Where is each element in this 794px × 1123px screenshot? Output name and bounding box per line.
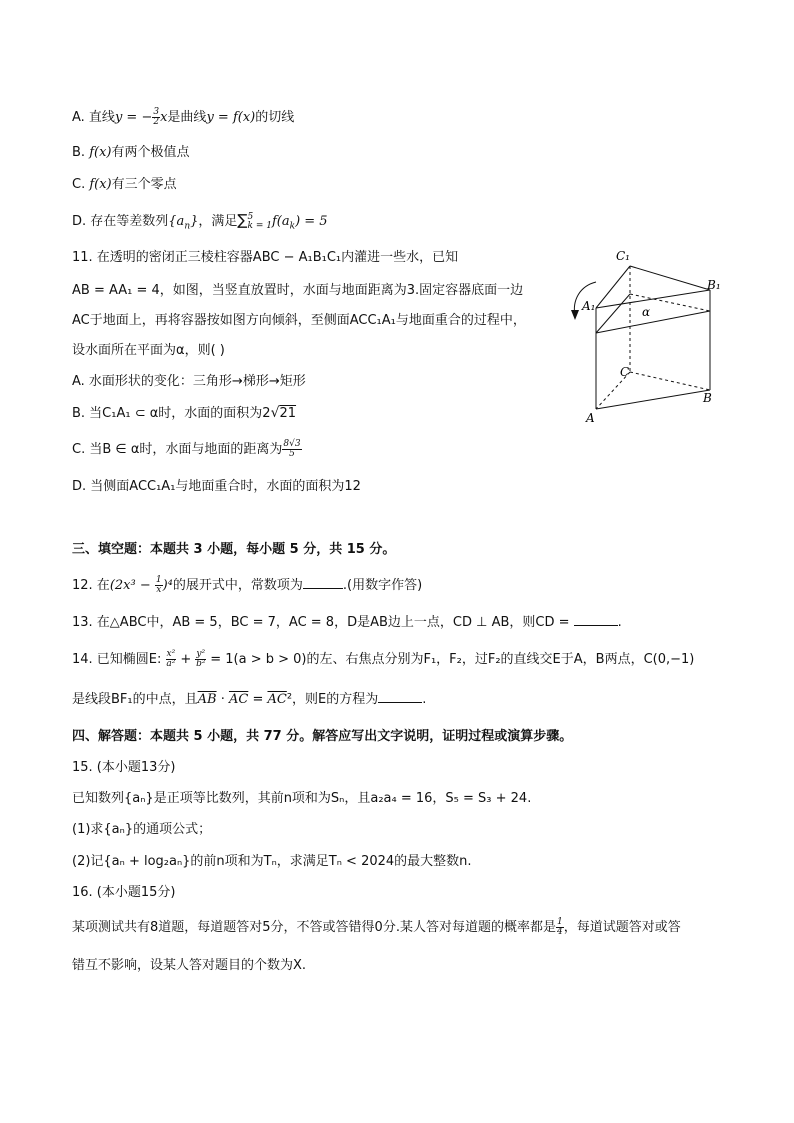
q10-option-d-mid: ，满足 xyxy=(198,214,238,229)
q10-option-d-eq: ) = 5 xyxy=(295,214,328,229)
label-alpha: α xyxy=(642,305,651,319)
q14-plus: + xyxy=(176,652,196,667)
q11-line-4-text: 设水面所在平面为α，则( ) xyxy=(72,343,225,358)
q10-option-b-text: 有两个极值点 xyxy=(111,145,190,160)
q13 xyxy=(72,613,622,633)
q10-option-c xyxy=(72,175,177,195)
q10-option-a-func: y = f(x) xyxy=(206,110,256,125)
summation-sign: ∑ xyxy=(237,211,248,229)
fraction-numerator: 1 xyxy=(155,575,162,585)
q14-tail: . xyxy=(422,692,427,707)
q10-option-d-brace: } xyxy=(190,214,199,229)
fraction-denominator: 2 xyxy=(153,117,160,127)
sqrt-sign: √ xyxy=(270,405,280,421)
fraction-denominator: a² xyxy=(166,659,176,669)
q15-part-1-text: (1)求{aₙ}的通项公式； xyxy=(72,822,212,837)
q16-stem-prefix: 某项测试共有8道题，每道题答对5分，不答或答错得0分.某人答对每道题的概率都是 xyxy=(72,920,556,935)
fraction-denominator: b² xyxy=(196,659,206,669)
q16-stem-line-1 xyxy=(72,918,681,938)
q11-line-4 xyxy=(72,341,225,361)
q12-expr-end: )⁴ xyxy=(162,578,173,593)
q16-stem-line-2-text: 错互不影响，设某人答对题目的个数为X. xyxy=(72,958,307,973)
arrow-head-icon xyxy=(571,310,579,320)
q10-option-d-label: D. 存在等差数列 xyxy=(72,214,169,229)
q12-text: 的展开式中，常数项为 xyxy=(172,578,303,593)
q14-text: = 1(a > b > 0)的左、右焦点分别为F₁，F₂，过F₂的直线交E于A，B两点，C(0,−1) xyxy=(206,652,695,667)
section-4-heading xyxy=(72,727,572,747)
q10-option-b-label: B. xyxy=(72,145,90,160)
summation-lower: k = 1 xyxy=(247,220,272,231)
q15-part-2 xyxy=(72,852,472,872)
prism-figure xyxy=(566,244,726,429)
section-3-heading xyxy=(72,540,395,560)
fraction-denominator: x xyxy=(156,585,162,595)
vector-ab: $\overline{AB}$ xyxy=(197,692,217,707)
q14-line-2 xyxy=(72,690,426,710)
q10-option-d-sub: n xyxy=(184,221,191,232)
label-b: B xyxy=(703,391,712,405)
q10-option-d-func: f(a xyxy=(271,214,290,229)
answer-blank xyxy=(378,690,422,703)
q13-tail: . xyxy=(617,615,622,630)
q10-option-d-sub2: k xyxy=(289,221,296,232)
q11-line-1 xyxy=(72,248,458,268)
q16-fraction xyxy=(556,918,564,937)
q11-option-c-fraction xyxy=(282,440,301,459)
answer-blank xyxy=(303,576,343,589)
q12-fraction xyxy=(155,576,163,595)
section-4-heading-text: 四、解答题：本题共 5 小题，共 77 分。解答应写出文字说明，证明过程或演算步骤。 xyxy=(72,729,573,744)
fraction-numerator: 1 xyxy=(556,917,563,927)
q11-line-2-text: AB = AA₁ = 4，如图，当竖直放置时，水面与地面距离为3.固定容器底面一边 xyxy=(72,283,524,298)
q11-option-b xyxy=(72,403,296,424)
q10-option-a-mid: 是曲线 xyxy=(167,110,207,125)
summation-limits xyxy=(248,213,272,231)
q12-expr: (2x³ − xyxy=(109,578,155,593)
dot-operator: · xyxy=(216,692,229,707)
q15-title xyxy=(72,758,176,778)
q11-option-d xyxy=(72,477,361,497)
q10-option-c-math: f(x) xyxy=(89,177,112,192)
q10-option-a xyxy=(72,108,294,128)
q10-option-a-var: x xyxy=(160,110,168,125)
q11-option-a-text: A. 水面形状的变化：三角形→梯形→矩形 xyxy=(72,374,306,389)
q15-title-text: 15. (本小题13分) xyxy=(72,760,176,775)
q12 xyxy=(72,576,422,596)
square-exponent: ² xyxy=(286,692,293,707)
label-b1: B₁ xyxy=(707,278,721,292)
q10-option-c-text: 有三个零点 xyxy=(111,177,177,192)
q14-fraction-x xyxy=(166,650,177,669)
q16-stem-suffix: ，每道试题答对或答 xyxy=(563,920,681,935)
q15-stem-text: 已知数列{aₙ}是正项等比数列，其前n项和为Sₙ，且a₂a₄ = 16，S₅ = S₃ + 24. xyxy=(72,791,532,806)
edge-c-b xyxy=(630,372,710,390)
q16-title-text: 16. (本小题15分) xyxy=(72,885,176,900)
label-a1: A₁ xyxy=(582,299,596,313)
fraction-numerator: 3 xyxy=(153,107,160,117)
q15-part-2-text: (2)记{aₙ + log₂aₙ}的前n项和为Tₙ，求满足Tₙ < 2024的最大整数n. xyxy=(72,854,472,869)
q10-option-a-label: A. 直线 xyxy=(72,110,115,125)
edge-a-b xyxy=(596,390,710,409)
q14-line-1 xyxy=(72,650,694,670)
fraction-numerator: 8√3 xyxy=(283,439,301,449)
fraction-denominator: 4 xyxy=(556,927,563,937)
q10-option-c-label: C. xyxy=(72,177,90,192)
q15-stem xyxy=(72,789,531,809)
section-3-heading-text: 三、填空题：本题共 3 小题，每小题 5 分，共 15 分。 xyxy=(72,542,396,557)
q10-option-b-math: f(x) xyxy=(89,145,112,160)
q11-line-3 xyxy=(72,311,526,331)
q11-option-a xyxy=(72,372,306,392)
q16-title xyxy=(72,883,176,903)
q10-option-a-math: y = − xyxy=(114,110,153,125)
edge-a1-b1 xyxy=(596,290,710,308)
equals-sign: = xyxy=(248,692,268,707)
water-plane-front xyxy=(596,311,710,333)
sqrt-radicand: 21 xyxy=(279,406,297,421)
q10-option-a-fraction xyxy=(152,108,160,127)
q14-prefix: 14. 已知椭圆E: xyxy=(72,652,166,667)
vector-ac: $\overline{AC}$ xyxy=(228,692,249,707)
fraction-numerator: y² xyxy=(196,649,206,659)
label-c1: C₁ xyxy=(616,249,630,263)
q16-stem-line-2 xyxy=(72,956,306,976)
edge-c1-b1 xyxy=(630,266,710,290)
fraction-numerator: x² xyxy=(166,649,176,659)
q10-option-b xyxy=(72,143,190,163)
fraction-denominator: 5 xyxy=(289,449,295,459)
q13-text: 13. 在△ABC中，AB = 5，BC = 7，AC = 8，D是AB边上一点，CD ⊥ AB，则CD = xyxy=(72,615,574,630)
q11-option-c xyxy=(72,440,302,460)
summation-upper: 5 xyxy=(247,211,254,222)
edge-c1-a1 xyxy=(596,266,630,308)
q11-option-b-text: B. 当C₁A₁ ⊂ α时，水面的面积为2 xyxy=(72,406,271,421)
answer-blank xyxy=(574,613,618,626)
q11-line-3-text: AC于地面上，再将容器按如图方向倾斜，至侧面ACC₁A₁与地面重合的过程中， xyxy=(72,313,526,328)
q11-option-d-text: D. 当侧面ACC₁A₁与地面重合时，水面的面积为12 xyxy=(72,479,361,494)
q11-option-c-text: C. 当B ∈ α时，水面与地面的距离为 xyxy=(72,442,283,457)
q14-fraction-y xyxy=(195,650,206,669)
q12-prefix: 12. 在 xyxy=(72,578,110,593)
q12-tail: .(用数字作答) xyxy=(342,578,423,593)
label-c: C xyxy=(620,365,630,379)
q14-line-2-text: ，则E的方程为 xyxy=(292,692,379,707)
label-a: A xyxy=(586,411,595,425)
q14-line-2-prefix: 是线段BF₁的中点，且 xyxy=(72,692,198,707)
q10-option-d-seq: {a xyxy=(168,214,185,229)
q11-line-2 xyxy=(72,281,523,301)
q15-part-1 xyxy=(72,820,211,840)
q11-line-1-text: 11. 在透明的密闭正三棱柱容器ABC − A₁B₁C₁内灌进一些水，已知 xyxy=(72,250,459,265)
q10-option-d xyxy=(72,210,328,237)
q10-option-a-post: 的切线 xyxy=(255,110,295,125)
vector-ac-2: $\overline{AC}$ xyxy=(267,692,287,707)
